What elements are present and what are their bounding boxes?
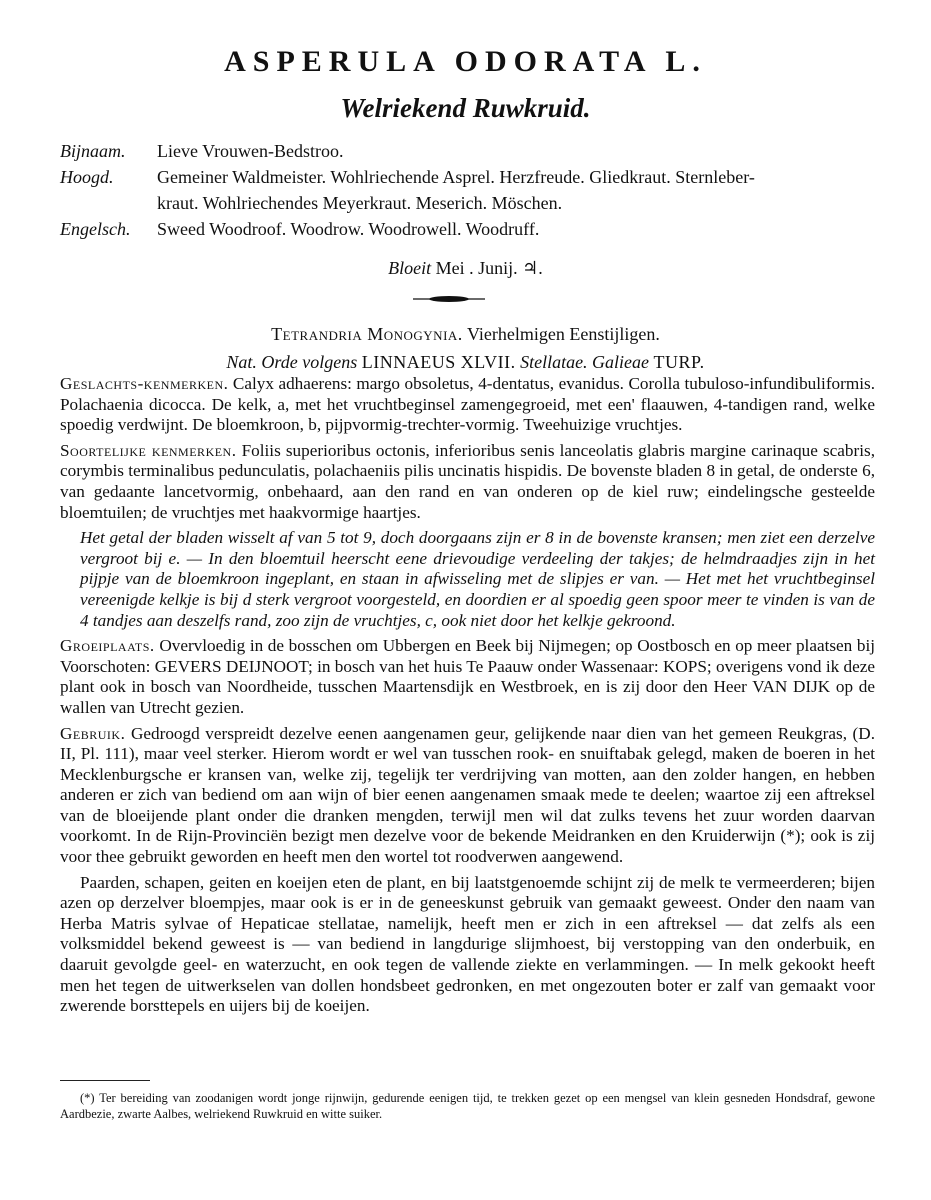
- leaf-note-paragraph: Het getal der bladen wisselt af van 5 tot 9, doch doorgaans zijn er 8 in de bovenste kransen; men ziet een derzelve vergroot bij e. — In den bloemtuil heerscht eene drievoudige verdeeling der takjes; de helmdraadjes zijn in het pijpje van de bloemkroon ingeplant, en staan in afwisseling met de slipjes er van. — Het met het vruchtbeginsel vereenigde kelkje is bij d sterk vergroot voorgesteld, en doordien er al spoedig geen spoor meer te vinden is van de 4 tandjes aan deszelfs rand, zoo zijn de vruchtjes, c, ook niet door het kelkje gekroond.: [80, 528, 875, 630]
- genus-characters-paragraph: [60, 374, 875, 436]
- orde-linnaeus: LINNAEUS XLVII.: [361, 352, 516, 372]
- orde-part1: Nat. Orde volgens: [226, 352, 362, 372]
- habitat-paragraph: [60, 636, 875, 718]
- name-label: Hoogd.: [60, 167, 114, 187]
- name-label: [60, 190, 157, 216]
- name-text: kraut. Wohlriechendes Meyerkraut. Meserich. Möschen.: [157, 193, 563, 213]
- species-characters-label: Soortelijke kenmerken.: [60, 440, 237, 460]
- name-label: Engelsch.: [60, 219, 131, 239]
- classification-text: Vierhelmigen Eenstijligen.: [462, 324, 660, 344]
- name-text: Gemeiner Waldmeister. Wohlriechende Asprel. Herzfreude. Gliedkraut. Sternleber-: [157, 167, 755, 187]
- genus-characters-text: Calyx adhaerens: margo obsoletus, 4-dentatus, evanidus. Corolla tubuloso-infundibuliformis. Polachaenia dicocca. De kelk, a, met het vruchtbeginsel zamengegroeid, met een' flaauwen, 4-tandigen rand, welke spoedig verdwijnt. De bloemkroon, b, pijpvormig-trechter-vormig. Tweehuizige vruchtjes.: [60, 374, 875, 435]
- name-label: Bijnaam.: [60, 141, 126, 161]
- flowering-text: Mei . Junij. ♃.: [431, 258, 543, 278]
- habitat-text: Overvloedig in de bosschen om Ubbergen en Beek bij Nijmegen; op Oostbosch en op meer plaatsen bij Voorschoten: GEVERS DEIJNOOT; in bosch van het huis Te Paauw onder Wassenaar: KOPS; overigens vond ik deze plant ook in bosch van Noordheide, tusschen Maartensdijk en Westbroek, en is zij door den Heer VAN DIJK op de wallen van Utrecht gezien.: [60, 636, 875, 717]
- orde-part2: Stellatae. Galieae: [515, 352, 654, 372]
- footnote-text: (*) Ter bereiding van zoodanigen wordt jonge rijnwijn, gedurende eenigen tijd, te trekken gezet op een mengsel van klein gesneden Hondsdraf, gewone Aardbezie, zwarte Aalbes, welriekend Ruwkruid en witte suiker.: [60, 1091, 875, 1121]
- species-characters-text: Foliis superioribus octonis, inferioribus senis lanceolatis glabris margine carinaque scabris, corymbis terminalibus pedunculatis, polachaeniis pilis uncinatis hispidis. De bovenste bladen 8 in getal, de onderste 6, van gedaante lancetvormig, onbehaard, aan den rand en van onderen op de kiel ruw; eindelingsche gesteelde bloemtuilen; de vruchtjes met haakvormige haartjes.: [60, 440, 875, 522]
- name-text: Sweed Woodroof. Woodrow. Woodrowell. Woodruff.: [157, 219, 540, 239]
- orde-turp: TURP.: [653, 352, 705, 372]
- classification-system: Tetrandria Monogynia.: [271, 324, 463, 344]
- footnote-rule: [60, 1080, 150, 1081]
- species-characters-paragraph: [60, 441, 875, 523]
- animals-paragraph: Paarden, schapen, geiten en koeijen eten de plant, en bij laatstgenoemde schijnt zij de melk te vermeerderen; bijen azen op derzelver bloempjes, maar ook is er in de geneeskunst gebruik van gemaakt geweest. Onder den naam van Herba Matris sylvae of Hepaticae stellatae, namelijk, heeft men er zich in een aftreksel — dat zelfs als een volksmiddel bekend geweest is — van bediend in langdurige slijmhoest, bij verstopping van den onderbuik, en daaruit gevolgde geel- en waterzucht, en ook tegen de vallende ziekte en verlammingen. — In melk gekookt heeft men het tegen de uitwerkselen van dollen hondsbeet gedronken, en met ongezouten boter er zalf van gemaakt voor zwerende borsttepels en uijers bij de koeijen.: [60, 872, 875, 1016]
- name-row-bijnaam: [60, 138, 875, 164]
- footnote: [60, 1090, 875, 1122]
- genus-characters-label: Geslachts-kenmerken.: [60, 374, 229, 393]
- flowering-line: [0, 256, 931, 280]
- classification-line: [0, 322, 931, 346]
- natural-order-line: [0, 350, 931, 374]
- page-subtitle: Welriekend Ruwkruid.: [340, 93, 591, 123]
- use-label: Gebruik.: [60, 723, 126, 743]
- habitat-label: Groeiplaats.: [60, 636, 155, 656]
- name-row-hoogd: [60, 164, 875, 190]
- name-row-engelsch: [60, 216, 875, 242]
- flowering-label: Bloeit: [388, 258, 432, 278]
- ornament-divider: [413, 294, 485, 304]
- name-text: Lieve Vrouwen-Bedstroo.: [157, 141, 344, 161]
- vernacular-names: [60, 138, 875, 242]
- name-row-hoogd-cont: [60, 190, 875, 216]
- body-text: [60, 374, 875, 1022]
- use-paragraph: [60, 724, 875, 868]
- use-text: Gedroogd verspreidt dezelve eenen aangenamen geur, gelijkende naar dien van het gemeen Reukgras, (D. II, Pl. 111), maar veel sterker. Hierom wordt er wel van tusschen rook- en snuiftabak gelegd, maken de boeren in het Mecklenburgsche er kransen van, welke zij, tegelijk ter verdrijving van motten, aan den zolder hangen, en hebben anderen er zich van bediend om aan wijn of bier eenen aangenamen smaak mede te deelen; waartoe zij een aftreksel van de bloeijende plant onder die dranken mengden, terwijl men wil dat zulks tevens het zuur worden daarvan voorkomt. In de Rijn-Provinciën bezigt men dezelve voor de bekende Meidranken en den Kruiderwijn (*); ook is zij voor thee gebruikt geworden en heeft men den wortel tot roodverwen aangewend.: [60, 723, 875, 867]
- page-title: ASPERULA ODORATA L.: [224, 45, 707, 78]
